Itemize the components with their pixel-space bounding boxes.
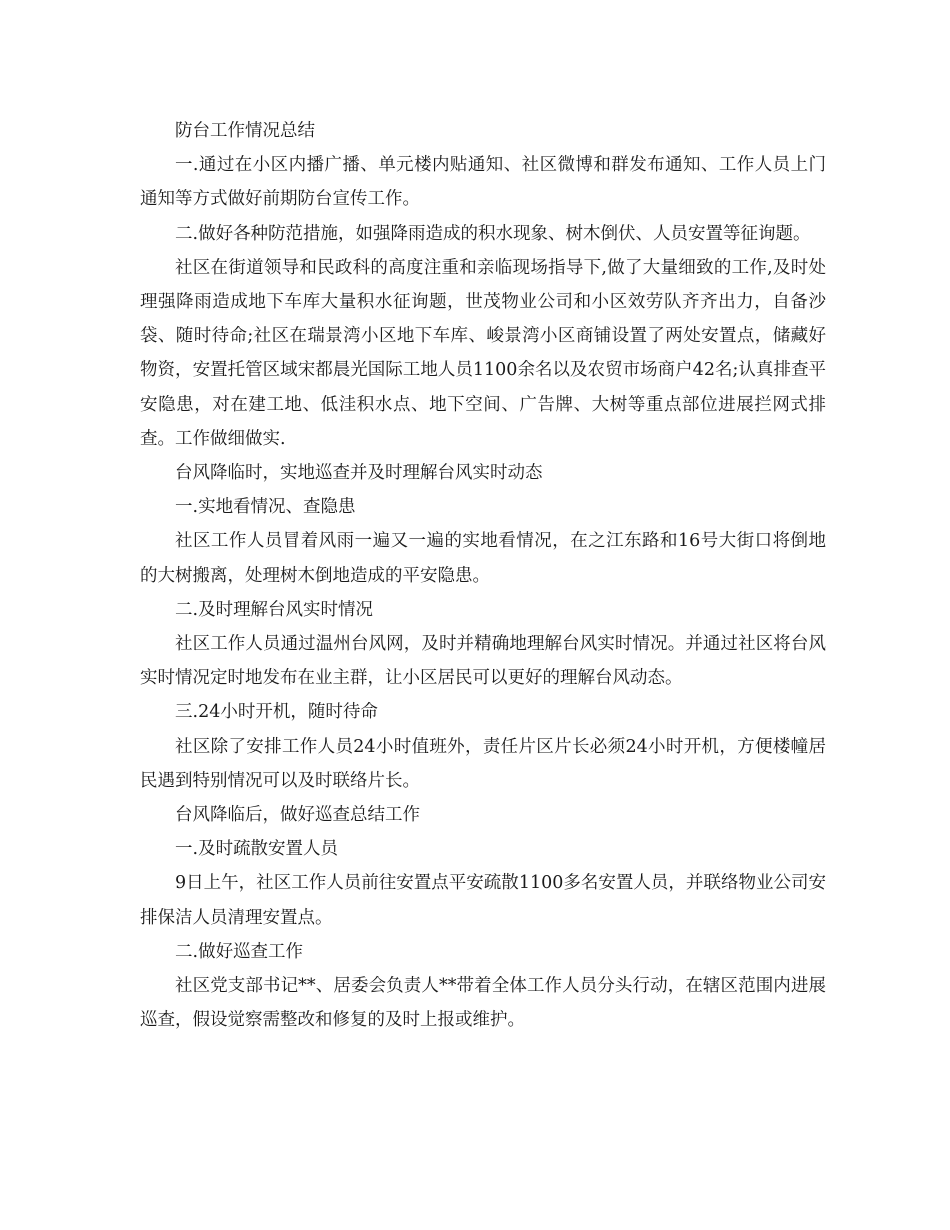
paragraph: 三.24小时开机，随时待命 bbox=[175, 702, 378, 723]
paragraph: 一.实地看情况、查隐患 bbox=[175, 497, 356, 518]
section-heading: 台风降临后，做好巡查总结工作 bbox=[175, 805, 420, 826]
paragraph: 一.通过在小区内播广播、单元楼内贴通知、社区微博和群发布通知、工作人员上门通知等方式做好前期防台宣传工作。 bbox=[140, 155, 826, 210]
paragraph: 社区工作人员冒着风雨一遍又一遍的实地看情况，在之江东路和16号大街口将倒地的大树搬离，处理树木倒地造成的平安隐患。 bbox=[140, 531, 826, 586]
document-title: 防台工作情况总结 bbox=[175, 121, 315, 141]
paragraph: 社区工作人员通过温州台风网，及时并精确地理解台风实时情况。并通过社区将台风实时情况定时地发布在业主群，让小区居民可以更好的理解台风动态。 bbox=[140, 634, 826, 689]
paragraph: 9日上午，社区工作人员前往安置点平安疏散1100多名安置人员，并联络物业公司安排保洁人员清理安置点。 bbox=[140, 873, 826, 928]
paragraph: 二.做好各种防范措施，如强降雨造成的积水现象、树木倒伏、人员安置等征询题。 bbox=[175, 223, 811, 244]
paragraph: 二.及时理解台风实时情况 bbox=[175, 599, 374, 620]
section-heading: 台风降临时，实地巡查并及时理解台风实时动态 bbox=[175, 463, 543, 484]
paragraph: 二.做好巡查工作 bbox=[175, 941, 304, 962]
document-body bbox=[140, 114, 826, 1037]
paragraph: 社区在街道领导和民政科的高度注重和亲临现场指导下,做了大量细致的工作,及时处理强降雨造成地下车库大量积水征询题，世茂物业公司和小区效劳队齐齐出力，自备沙袋、随时待命;社区在瑞景湾小区地下车库、峻景湾小区商铺设置了两处安置点，储藏好物资，安置托管区域宋都晨光国际工地人员1100余名以及农贸市场商户42名;认真排查平安隐患，对在建工地、低洼积水点、地下空间、广告牌、大树等重点部位进展拦网式排查。工作做细做实. bbox=[140, 257, 826, 449]
paragraph: 社区除了安排工作人员24小时值班外，责任片区片长必须24小时开机，方便楼幢居民遇到特别情况可以及时联络片长。 bbox=[140, 736, 826, 791]
paragraph: 社区党支部书记**、居委会负责人**带着全体工作人员分头行动，在辖区范围内进展巡查，假设觉察需整改和修复的及时上报或维护。 bbox=[140, 976, 826, 1031]
paragraph: 一.及时疏散安置人员 bbox=[175, 839, 339, 860]
